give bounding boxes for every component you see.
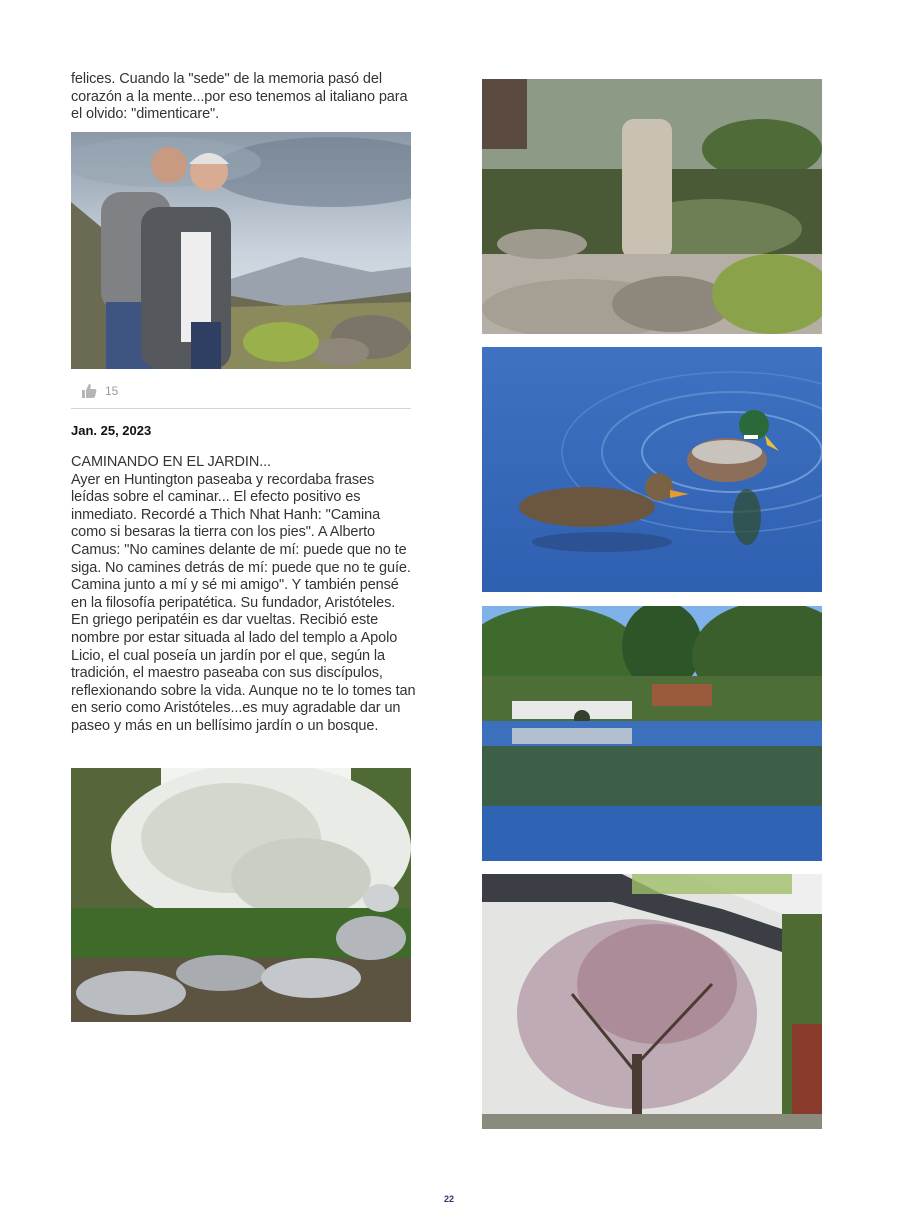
pink-tree-wall-photo[interactable]	[482, 874, 822, 1129]
like-count: 15	[105, 384, 119, 398]
intro-paragraph: felices. Cuando la "sede" de la memoria pasó del corazón a la mente...por eso tenemos al italiano para el olvido: "dimenticare".	[71, 71, 408, 123]
couple-photo[interactable]	[71, 132, 411, 369]
lake-bridge-photo[interactable]	[482, 606, 822, 861]
post-title: CAMINANDO EN EL JARDIN...	[71, 454, 271, 470]
pond-rock-photo[interactable]	[482, 79, 822, 334]
thumbs-up-icon[interactable]	[81, 383, 97, 399]
post-date: Jan. 25, 2023	[71, 423, 152, 438]
likes-bar	[71, 382, 411, 409]
blossom-rocks-photo[interactable]	[71, 768, 411, 1022]
page-number: 22	[443, 1194, 454, 1204]
post-content	[71, 454, 416, 736]
post-body: Ayer en Huntington paseaba y recordaba frases leídas sobre el caminar... El efecto positivo es inmediato. Recordé a Thich Nhat Hanh: "Camina como si besaras la tierra con los pies". A Alberto Camus: "No camines delante de mí: puede que no te siga. No camines detrás de mí: puede que no te guíe. Camina junto a mí y sé mi amigo". Y también pensé en la filosofía peripatética. Su fundador, Aristóteles. En griego peripatéin es dar vueltas. Recibió este nombre por estar situada al lado del templo a Apolo Licio, el cual poseía un jardín por el que, según la tradición, el maestro paseaba con sus discípulos, reflexionando sobre la vida. Aunque no te lo tomes tan en serio como Aristóteles...es muy agradable dar un paseo y más en un bellísimo jardín o un bosque.	[71, 471, 416, 734]
ducks-photo[interactable]	[482, 347, 822, 592]
